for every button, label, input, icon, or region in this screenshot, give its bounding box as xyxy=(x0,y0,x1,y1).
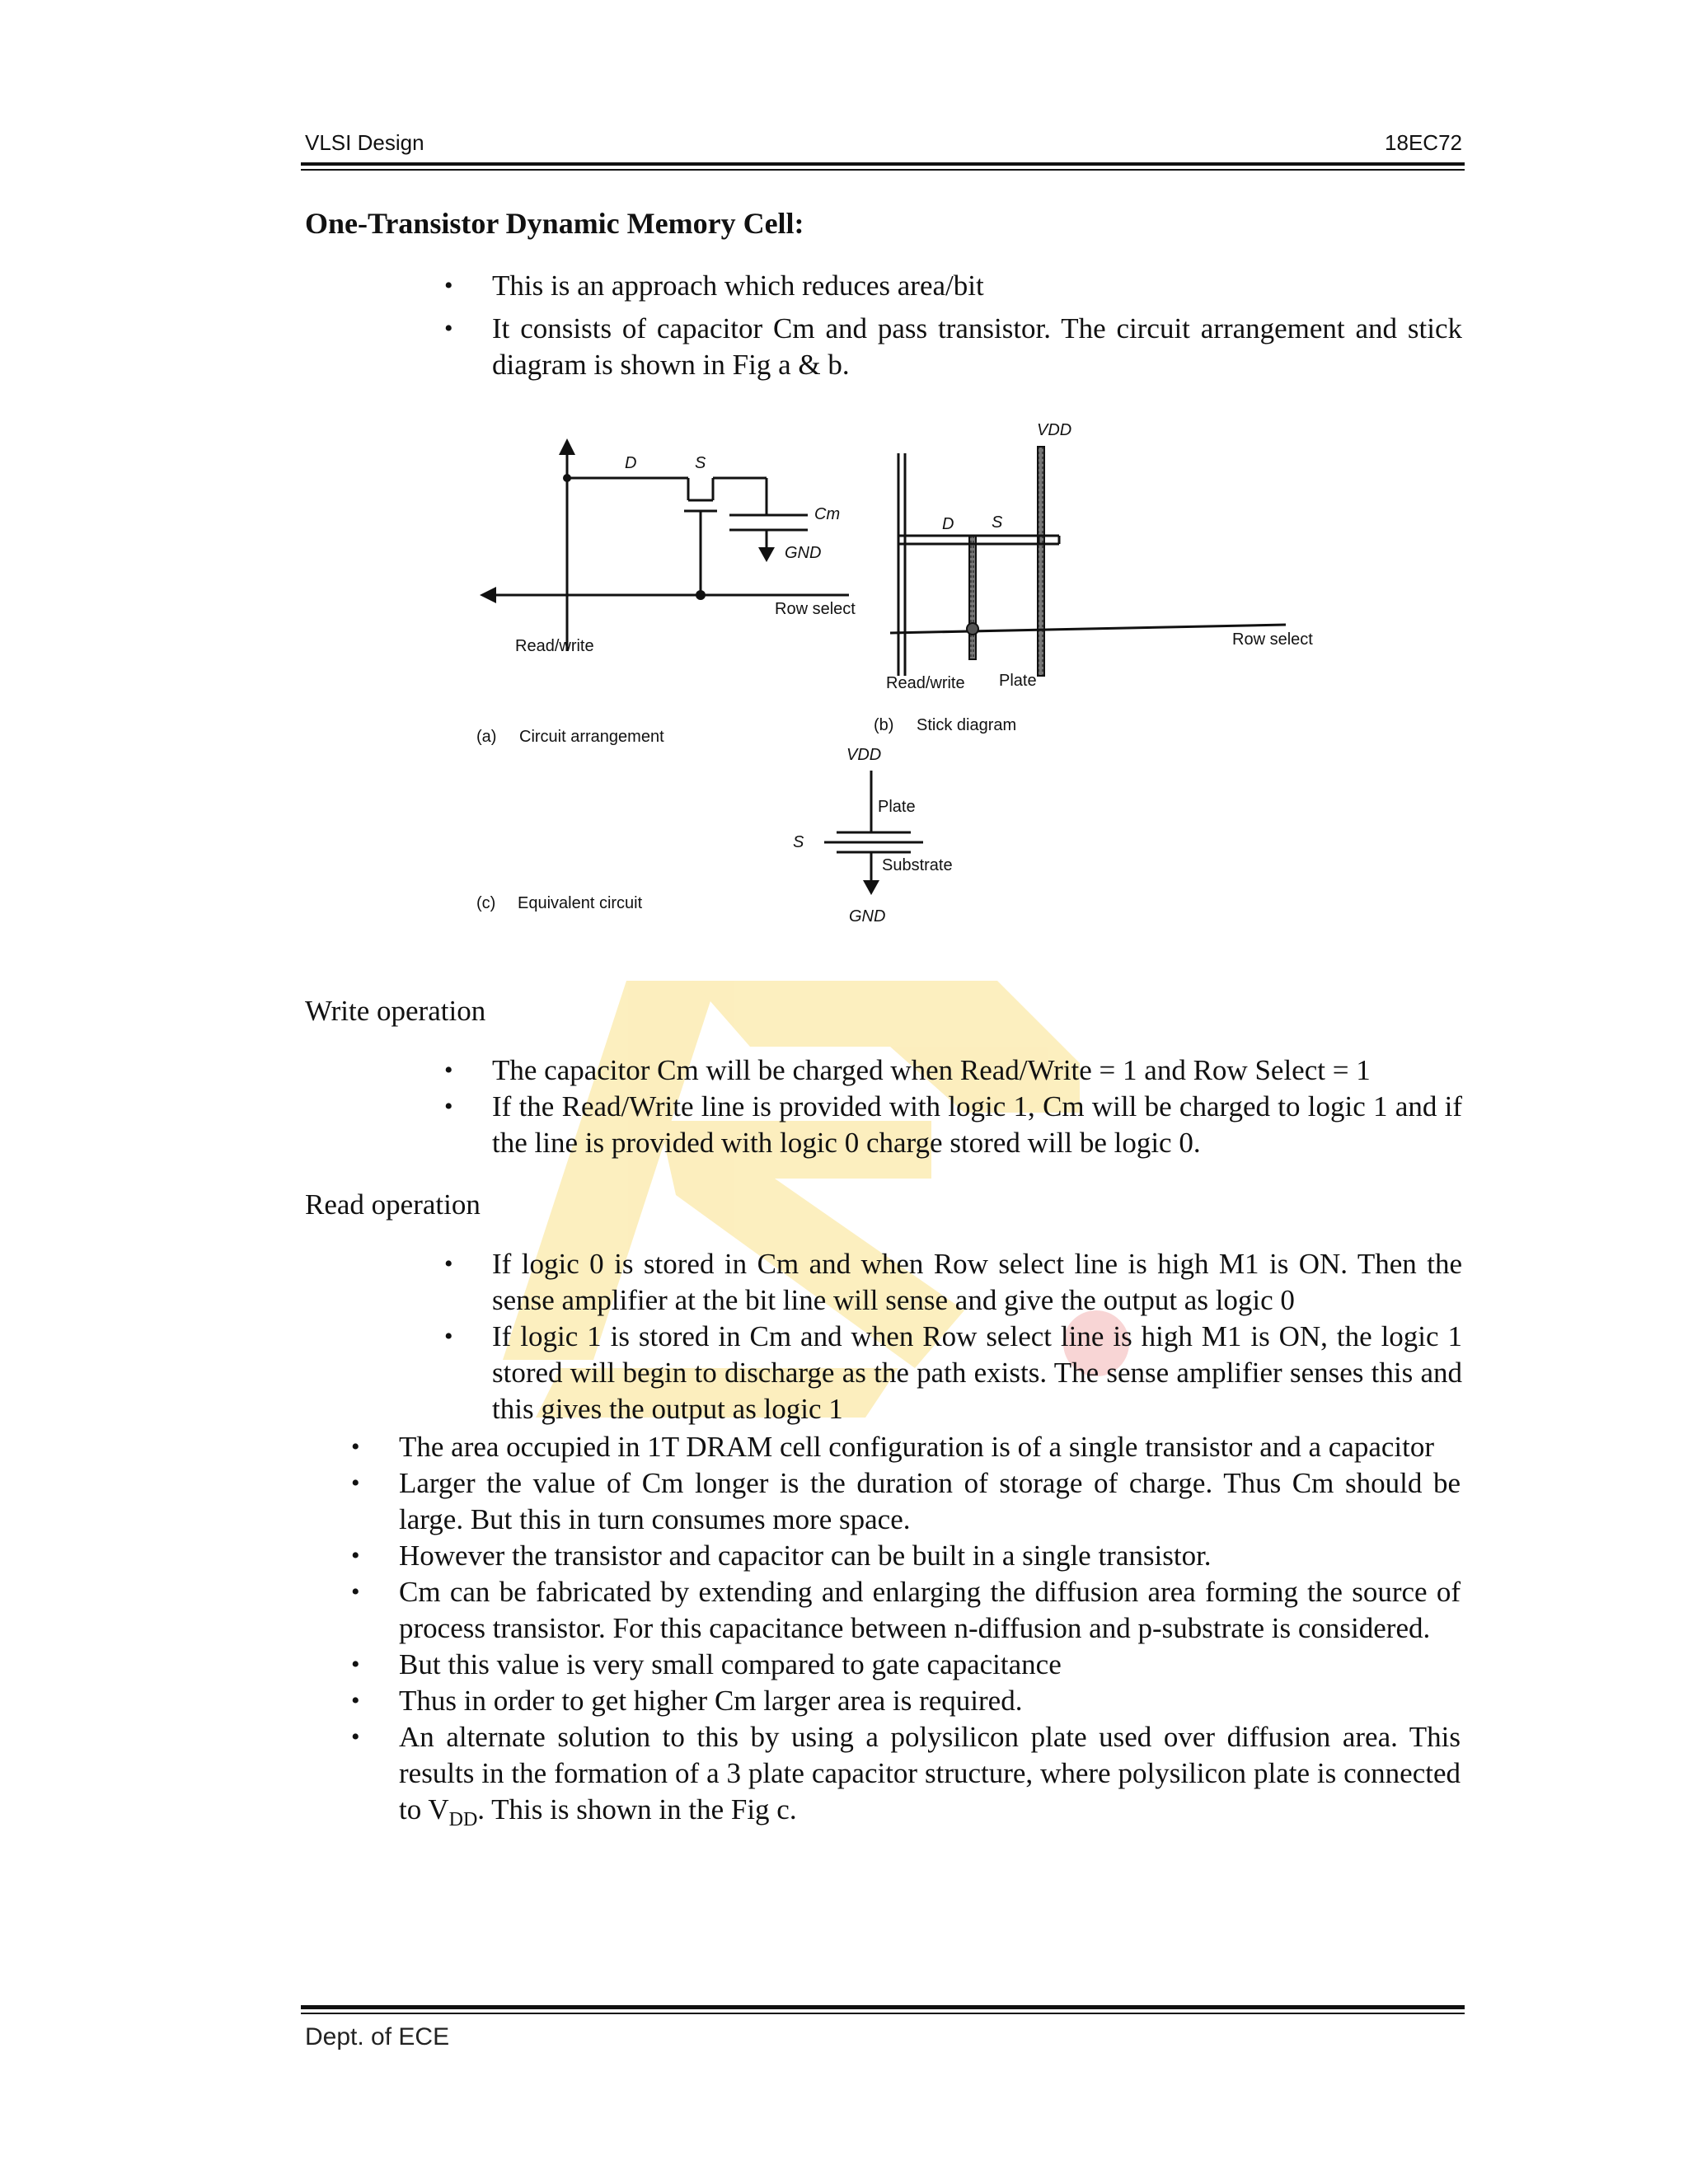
caption-b: Stick diagram xyxy=(917,716,1017,734)
section-title: One-Transistor Dynamic Memory Cell: xyxy=(305,207,804,240)
last-bullet-text: An alternate solution to this by using a polysilicon plate used over diffusion area. This results in the formation of a 3 plate capacitor structure, where polysilicon plate is connected to V xyxy=(399,1721,1461,1825)
label-read-write-b: Read/write xyxy=(886,674,965,692)
list-item: • If logic 1 is stored in Cm and when Row select line is high M1 is ON, the logic 1 stored will begin to discharge as the path exists. The sense amplifier senses this and this gives the output as logic 1 xyxy=(492,1319,1462,1427)
header-left: VLSI Design xyxy=(305,130,424,155)
label-vdd-c: VDD xyxy=(846,746,882,764)
list-item: • However the transistor and capacitor can be built in a single transistor. xyxy=(399,1538,1461,1574)
label-d-b: D xyxy=(942,515,954,533)
label-plate-b: Plate xyxy=(999,672,1037,690)
footer-text: Dept. of ECE xyxy=(305,2023,450,2050)
label-s-c: S xyxy=(793,833,804,851)
label-substrate: Substrate xyxy=(882,856,953,874)
read-bullet-list xyxy=(492,1246,1462,1427)
list-item xyxy=(399,1719,1461,1838)
footer-rule-thin xyxy=(301,2013,1465,2014)
circuit-arrangement xyxy=(476,438,856,746)
last-bullet-sub: DD xyxy=(448,1809,478,1830)
label-d: D xyxy=(625,454,637,472)
list-item: • Thus in order to get higher Cm larger area is required. xyxy=(399,1683,1461,1719)
list-item: • If the Read/Write line is provided with logic 1, Cm will be charged to logic 1 and if the line is provided with logic 0 charge stored will be logic 0. xyxy=(492,1089,1462,1161)
write-heading: Write operation xyxy=(305,995,486,1027)
read-heading: Read operation xyxy=(305,1188,481,1221)
caption-tag-b: (b) xyxy=(874,716,894,734)
label-vdd-b: VDD xyxy=(1037,421,1072,439)
equivalent-circuit xyxy=(476,746,953,926)
caption-tag-a: (a) xyxy=(476,728,497,746)
header-rule-thick xyxy=(301,162,1465,166)
caption-tag-c: (c) xyxy=(476,894,496,912)
intro-bullet-list xyxy=(492,268,1462,383)
label-row-select: Row select xyxy=(775,600,856,618)
stick-diagram xyxy=(874,421,1313,734)
label-row-select-b: Row select xyxy=(1232,630,1313,649)
figure-diagram xyxy=(462,404,1385,948)
list-item: • It consists of capacitor Cm and pass transistor. The circuit arrangement and stick diagram is shown in Fig a & b. xyxy=(492,311,1462,383)
caption-c: Equivalent circuit xyxy=(518,894,643,912)
main-bullet-list xyxy=(399,1429,1461,1838)
list-item: • The capacitor Cm will be charged when Read/Write = 1 and Row Select = 1 xyxy=(492,1052,1462,1089)
label-s-b: S xyxy=(992,513,1003,532)
footer-rule-thick xyxy=(301,2005,1465,2009)
list-item: • If logic 0 is stored in Cm and when Row select line is high M1 is ON. Then the sense amplifier at the bit line will sense and give the output as logic 0 xyxy=(492,1246,1462,1319)
list-item: • The area occupied in 1T DRAM cell configuration is of a single transistor and a capacitor xyxy=(399,1429,1461,1465)
label-cm: Cm xyxy=(814,505,841,523)
label-gnd: GND xyxy=(785,544,822,562)
label-gnd-c: GND xyxy=(849,907,886,926)
list-item: • Cm can be fabricated by extending and enlarging the diffusion area forming the source of process transistor. For this capacitance between n-diffusion and p-substrate is considered. xyxy=(399,1574,1461,1647)
label-plate-c: Plate xyxy=(878,798,916,816)
caption-a: Circuit arrangement xyxy=(519,728,664,746)
label-s: S xyxy=(695,454,706,472)
label-read-write: Read/write xyxy=(515,637,594,655)
list-item: • This is an approach which reduces area/bit xyxy=(492,268,1462,304)
header-right: 18EC72 xyxy=(1385,130,1462,155)
header-rule-thin xyxy=(301,169,1465,171)
write-bullet-list xyxy=(492,1052,1462,1161)
list-item: • Larger the value of Cm longer is the duration of storage of charge. Thus Cm should be large. But this in turn consumes more space. xyxy=(399,1465,1461,1538)
list-item: • But this value is very small compared to gate capacitance xyxy=(399,1647,1461,1683)
last-bullet-tail: . This is shown in the Fig c. xyxy=(477,1793,797,1825)
